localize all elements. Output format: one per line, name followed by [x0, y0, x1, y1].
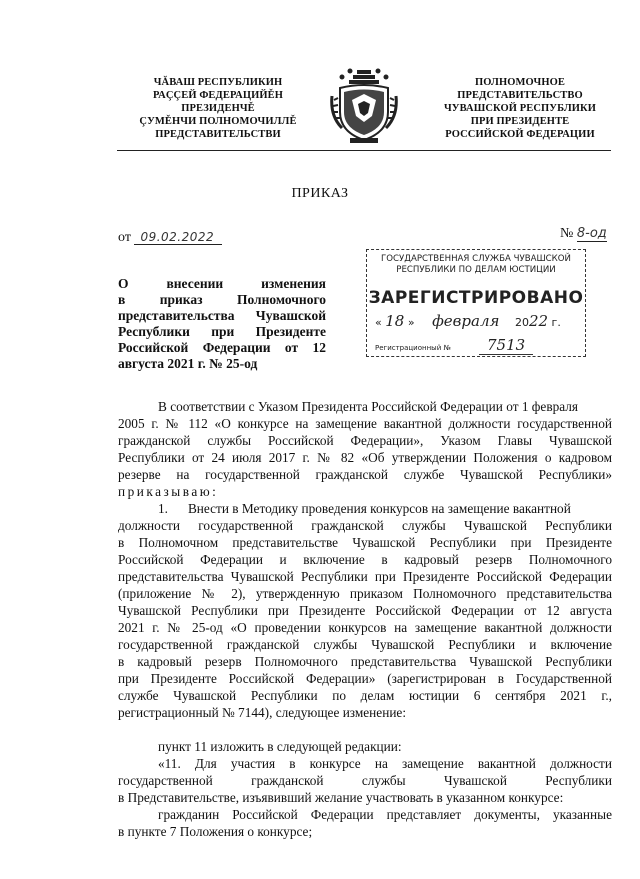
orders-word: приказываю:	[118, 484, 219, 499]
body-line: должности государственной гражданской службы Чувашской Республики	[118, 518, 612, 533]
subject-line	[118, 308, 326, 324]
subject-line	[118, 340, 326, 356]
document-body	[118, 398, 612, 840]
stamp-quote: »	[407, 316, 415, 329]
stamp-quote: «	[375, 316, 382, 329]
header-divider	[117, 150, 611, 151]
stamp-authority-line: РЕСПУБЛИКИ ПО ДЕЛАМ ЮСТИЦИИ	[396, 265, 556, 275]
date-prefix: от	[118, 230, 131, 245]
subject-word: Президенте	[255, 324, 326, 339]
number-prefix: №	[560, 226, 574, 241]
header-right-line: ПРЕДСТАВИТЕЛЬСТВО	[457, 90, 583, 101]
body-line: регистрационный № 7144), следующее изменение:	[118, 705, 407, 720]
paragraph-point-11-intro	[118, 738, 612, 755]
subject-line	[118, 292, 326, 308]
subject-word: Полномочного	[236, 292, 326, 307]
subject-line	[118, 356, 326, 372]
stamp-date	[375, 312, 561, 330]
body-line: гражданин Российской Федерации представляет документы, указанные	[158, 807, 612, 822]
subject-line	[118, 276, 326, 292]
body-line: при Президенте Российской Федерации» (зарегистрирован в Государственной	[118, 671, 612, 686]
body-line: государственной гражданской службы Чувашской Республики и включение	[118, 637, 612, 652]
document-date	[118, 230, 222, 246]
subject-word: при	[211, 324, 235, 339]
paragraph-point-11	[118, 755, 612, 806]
stamp-year-suffix: г.	[551, 316, 561, 329]
header-left-line: ÇУМĚНЧИ ПОЛНОМОЧИЛЛĚ	[139, 116, 297, 127]
body-line: 2005 г. № 112 «О конкурсе на замещение вакантной должности государственной	[118, 416, 612, 431]
subject-word: О	[118, 276, 129, 291]
body-line: представительства Чувашской Республики при Президенте Российской Федерации	[118, 569, 612, 584]
body-line: в пункте 7 Положения о конкурсе;	[118, 824, 313, 839]
subject-word: 12	[312, 340, 326, 355]
body-line: Чувашской Республики при Президенте Российской Федерации от 12 августа	[118, 603, 612, 618]
paragraph-preamble	[118, 398, 612, 500]
header-chuvash-block	[118, 76, 318, 141]
subject-word: приказ	[159, 292, 203, 307]
body-line: в Представительстве, изъявивший желание участвовать в указанном конкурсе:	[118, 790, 564, 805]
body-line-text: Внести в Методику проведения конкурсов на замещение вакантной	[187, 501, 571, 516]
header-left-line: РАÇÇЕЙ ФЕДЕРАЦИЙĚН	[153, 90, 283, 101]
document-subject	[118, 276, 326, 372]
header-left-line: ПРЕДСТАВИТЕЛЬСТВИ	[155, 129, 281, 140]
paragraph-item-1	[118, 500, 612, 721]
stamp-reg-value: 7513	[479, 336, 533, 355]
subject-line	[118, 324, 326, 340]
body-line: (приложение № 2), утвержденную приказом Полномочного представительства	[118, 586, 612, 601]
body-line: 2021 г. № 25-од «О проведении конкурсов на замещение вакантной должности	[118, 620, 612, 635]
registration-stamp	[366, 249, 586, 357]
body-line: Российской Федерации и включение в кадровый резерв Полномочного	[118, 552, 612, 567]
header-left-line: ПРЕЗИДЕНЧĚ	[181, 103, 255, 114]
subject-word: внесении	[166, 276, 224, 291]
stamp-reg-number	[375, 336, 533, 354]
subject-word: Федерации	[202, 340, 271, 355]
body-line: «11. Для участия в конкурсе на замещение вакантной должности	[158, 756, 612, 771]
subject-word: Чувашской	[255, 308, 326, 323]
stamp-day: 18	[385, 312, 405, 330]
subject-word: Российской	[118, 340, 189, 355]
body-line: в кадровый резерв Полномочного представительства Чувашской Республики	[118, 654, 612, 669]
header-russian-block	[422, 76, 618, 141]
subject-word: изменения	[261, 276, 326, 291]
header-right-line: ЧУВАШСКОЙ РЕСПУБЛИКИ	[443, 103, 597, 114]
stamp-authority	[367, 254, 585, 276]
stamp-authority-line: ГОСУДАРСТВЕННАЯ СЛУЖБА ЧУВАШСКОЙ	[381, 254, 571, 264]
item-number: 1.	[158, 501, 168, 516]
body-line: службе Чувашской Республики по делам юстиции 6 сентября 2021 г.,	[118, 688, 612, 703]
subject-word: Республики	[118, 324, 190, 339]
chuvash-coat-of-arms-icon	[328, 66, 400, 146]
stamp-year-prefix: 20	[514, 316, 529, 329]
body-line: гражданской службы Российской Федерации», Указом Главы Чувашской	[118, 433, 612, 448]
subject-word: представительства	[118, 308, 235, 323]
document-title: ПРИКАЗ	[291, 186, 349, 201]
body-line: государственной гражданской службы Чувашской Республики	[118, 773, 612, 788]
header-right-line: РОССИЙСКОЙ ФЕДЕРАЦИИ	[445, 129, 595, 140]
subject-word: августа 2021 г. № 25-од	[118, 356, 258, 371]
date-handwritten: 09.02.2022	[134, 230, 222, 245]
stamp-reg-label: Регистрационный №	[375, 344, 451, 352]
subject-word: в	[118, 292, 126, 307]
body-line: резерве на государственной гражданской службе Чувашской Республики»	[118, 467, 612, 482]
stamp-registered: ЗАРЕГИСТРИРОВАНО	[368, 288, 584, 308]
stamp-year: 22	[528, 312, 549, 330]
body-line: Республики от 24 июля 2017 г. № 82 «Об утверждении Положения о кадровом	[118, 450, 612, 465]
header-right-line: ПРИ ПРЕЗИДЕНТЕ	[470, 116, 570, 127]
paragraph-citizen	[118, 806, 612, 840]
body-line: пункт 11 изложить в следующей редакции:	[158, 739, 402, 754]
header-right-line: ПОЛНОМОЧНОЕ	[475, 77, 565, 88]
subject-word: от	[284, 340, 299, 355]
header-left-line: ЧĂВАШ РЕСПУБЛИКИН	[153, 77, 283, 88]
body-line	[118, 500, 612, 517]
body-line: в Полномочном представительстве Чувашской Республики при Президенте	[118, 535, 612, 550]
number-handwritten: 8-од	[576, 226, 607, 241]
body-line: В соответствии с Указом Президента Российской Федерации от 1 февраля	[158, 399, 579, 414]
stamp-month: февраля	[432, 312, 500, 330]
document-number	[560, 226, 607, 242]
